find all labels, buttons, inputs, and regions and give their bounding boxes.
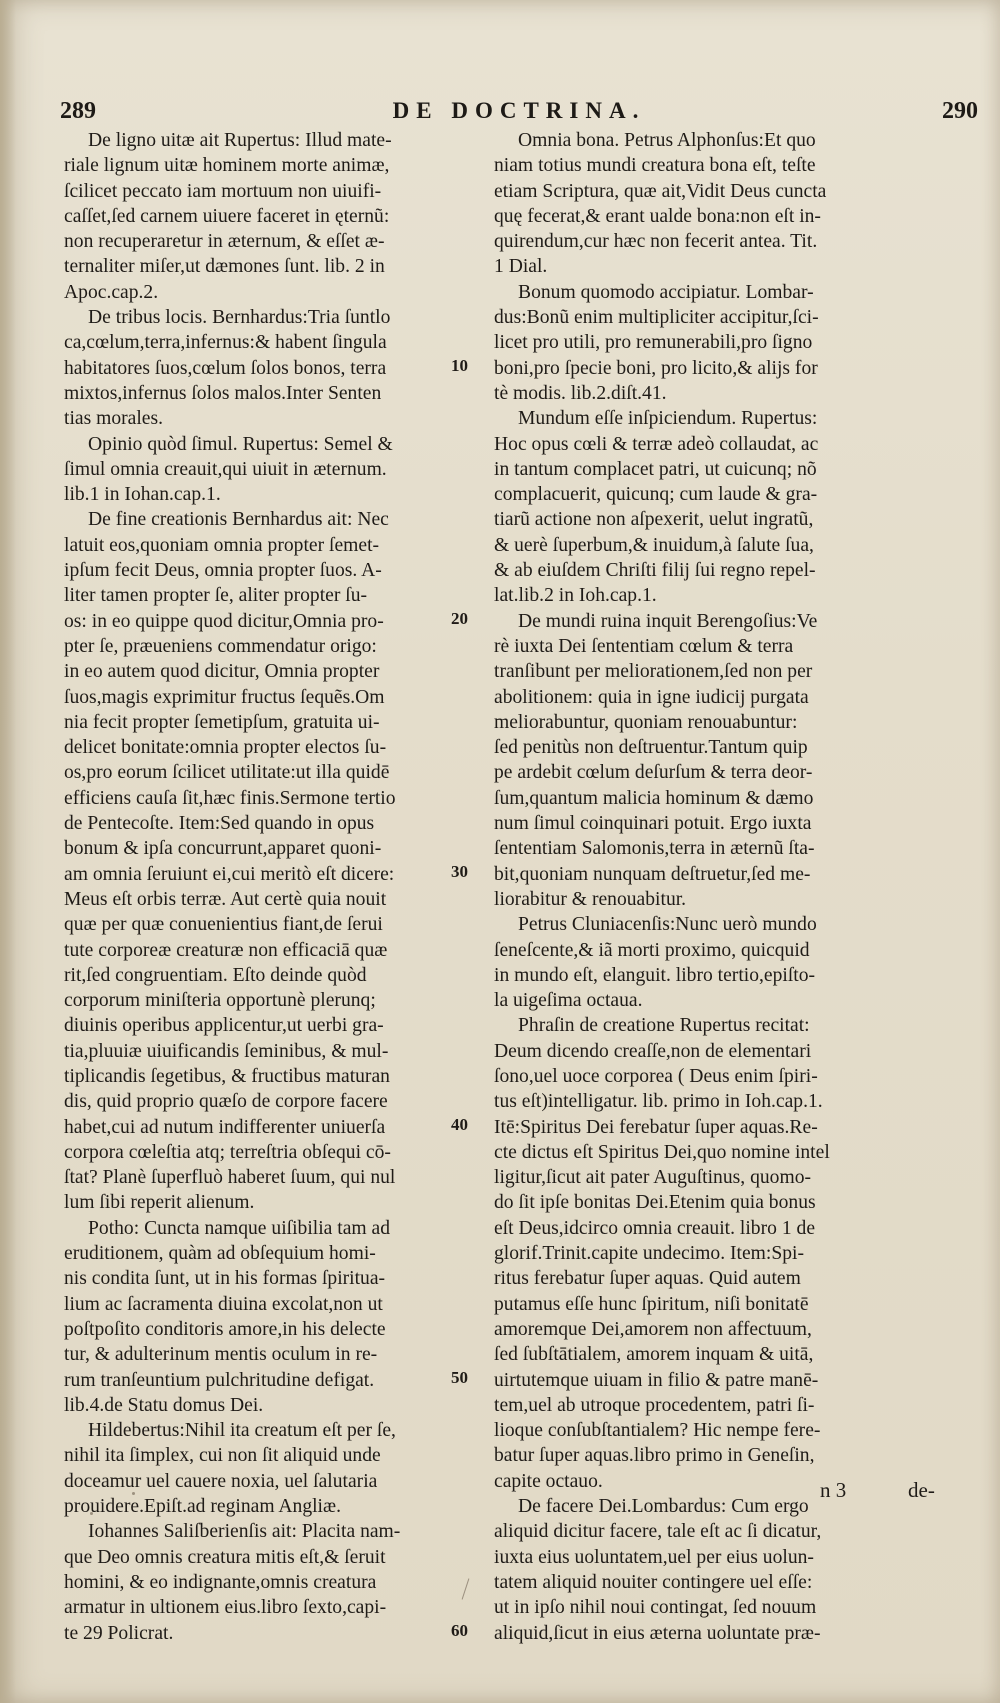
text-line: quæ per quæ conuenientius fiant,de ſerui: [64, 914, 383, 936]
text-line: glorif.Trinit.capite undecimo. Item:Spi-: [494, 1243, 805, 1265]
text-line: dis, quid proprio quæſo de corpore facere: [64, 1091, 388, 1113]
text-line: tranſibunt per meliorationem,ſed non per: [494, 661, 813, 683]
text-line: Bonum quomodo accipiatur. Lombar-: [518, 281, 814, 303]
line-number: 10: [451, 355, 468, 375]
text-line: lium ac ſacramenta diuina excolat,non ut: [64, 1293, 383, 1315]
page-footer: [820, 1478, 980, 1504]
text-line: batur ſuper aquas.libro primo in Geneſin,: [494, 1445, 815, 1467]
text-line: uirtutemque uiuam in filio & patre manē-: [494, 1369, 819, 1391]
line-number: 40: [451, 1114, 468, 1134]
text-line: licet pro utili, pro remunerabili,pro ſigno: [494, 332, 813, 354]
paper-speck: [90, 1512, 93, 1515]
text-line: ſuos,magis exprimitur fructus ſequẽs.Om: [64, 686, 385, 708]
text-line: & ab eiuſdem Chriſti filij ſui regno repel-: [494, 560, 816, 582]
signature-mark: n 3: [820, 1478, 847, 1502]
text-line: delicet bonitate:omnia propter electos ſu-: [64, 737, 387, 759]
text-line: bit,quoniam nunquam deſtruetur,ſed me-: [494, 863, 811, 885]
text-line: ſeneſcente,& iã morti proximo, quicquid: [494, 939, 810, 961]
line-number: 50: [451, 1367, 468, 1387]
running-title: DE DOCTRINA.: [392, 98, 646, 123]
text-line: liter tamen propter ſe, aliter propter ſu-: [64, 585, 368, 607]
text-line: riale lignum uitæ hominem morte animæ,: [64, 155, 390, 177]
text-line: capite octauo.: [494, 1470, 603, 1492]
text-line: Hoc opus cœli & terræ adeò collaudat, ac: [494, 433, 819, 455]
text-line: ligitur,ſicut ait pater Auguſtinus, quomo-: [494, 1167, 812, 1189]
text-line: ſum,quantum malicia hominum & dæmo: [494, 787, 814, 809]
text-line: latuit eos,quoniam omnia propter ſemet-: [64, 534, 380, 556]
text-line: habitatores ſuos,cœlum ſolos bonos, terra: [64, 357, 387, 379]
folio-number-left: 289: [60, 98, 96, 124]
text-line: in mundo eſt, elanguit. libro tertio,epiſto-: [494, 964, 816, 986]
text-line: poſtpoſito conditoris amore,in his delecte: [64, 1318, 386, 1340]
text-line: amoremque Dei,amorem non affectuum,: [494, 1318, 812, 1340]
text-line: meliorabuntur, quoniam renouabuntur:: [494, 711, 798, 733]
text-line: quę fecerat,& erant ualde bona:non eſt in-: [494, 205, 821, 227]
text-line: tias morales.: [64, 408, 164, 430]
text-line: lat.lib.2 in Ioh.cap.1.: [494, 585, 657, 607]
text-line: pter ſe, præueniens commendatur origo:: [64, 635, 377, 657]
text-line: ca,cœlum,terra,infernus:& habent ſingula: [64, 332, 387, 354]
text-line: prouidere.Epiſt.ad reginam Angliæ.: [64, 1496, 341, 1518]
text-line: non recuperaretur in æternum, & eſſet æ-: [64, 231, 385, 253]
text-line: Potho: Cuncta namque uiſibilia tam ad: [88, 1217, 391, 1239]
text-line: 1 Dial.: [494, 256, 548, 278]
text-line: ſimul omnia creauit,qui uiuit in æternum.: [64, 458, 387, 480]
text-line: niam totius mundi creatura bona eſt, teſte: [494, 155, 816, 177]
text-line: pe ardebit cœlum deſurſum & terra deor-: [494, 762, 813, 784]
text-line: nihil ita ſimplex, cui non ſit aliquid unde: [64, 1445, 381, 1467]
text-line: Omnia bona. Petrus Alphonſus:Et quo: [518, 130, 816, 151]
text-line: boni,pro ſpecie boni, pro licito,& alijs for: [494, 357, 818, 379]
paper-speck: [132, 1492, 135, 1495]
text-line: am omnia ſeruiunt ei,cui meritò eſt dicere:: [64, 863, 395, 885]
text-line: mixtos,infernus ſolos malos.Inter Senten: [64, 382, 382, 404]
text-line: tute corporeæ creaturæ non efficaciā quæ: [64, 939, 388, 961]
text-line: Opinio quòd ſimul. Rupertus: Semel &: [88, 433, 393, 455]
text-line: Mundum eſſe inſpiciendum. Rupertus:: [518, 408, 818, 430]
text-line: tè modis. lib.2.diſt.41.: [494, 382, 667, 404]
text-line: tem,uel ab utroque procedentem, patri ſi-: [494, 1394, 815, 1416]
catchword: de-: [908, 1478, 935, 1502]
text-line: ſed ſubſtātialem, amorem inquam & uitā,: [494, 1344, 814, 1366]
text-line: diuinis operibus applicentur,ut uerbi gra-: [64, 1015, 384, 1037]
text-line: caſſet,ſed carnem uiuere faceret in ęternũ:: [64, 205, 390, 227]
text-line: Iohannes Saliſberienſis ait: Placita nam-: [88, 1521, 401, 1543]
text-line: aliquid dicitur facere, tale eſt ac ſi dicatur,: [494, 1521, 822, 1543]
text-line: doceamur uel cauere noxia, uel ſalutaria: [64, 1470, 378, 1492]
text-line: rum tranſeuntium pulchritudine defigat.: [64, 1369, 375, 1391]
text-line: rit,ſed congruentiam. Eſto deinde quòd: [64, 964, 367, 986]
text-line: rè iuxta Dei ſententiam cœlum & terra: [494, 635, 794, 657]
text-line: ſtat? Planè ſuperfluò haberet ſuum, qui nul: [64, 1167, 396, 1189]
text-line: complacuerit, quicunq; cum laude & gra-: [494, 484, 818, 506]
text-line: liorabitur & renouabitur.: [494, 888, 687, 910]
page-header: [60, 98, 978, 124]
text-line: Hildebertus:Nihil ita creatum eſt per ſe,: [88, 1420, 396, 1442]
text-line: tia,pluuiæ uiuificandis ſeminibus, & mul-: [64, 1040, 389, 1062]
text-line: os: in eo quippe quod dicitur,Omnia pro-: [64, 610, 384, 632]
text-line: tur, & adulterinum mentis oculum in re-: [64, 1344, 378, 1366]
page-gutter-shadow: [0, 0, 16, 1703]
text-line: te 29 Policrat.: [64, 1622, 174, 1644]
text-line: num ſimul coinquinari potuit. Ergo iuxta: [494, 813, 812, 835]
text-line: de Pentecoſte. Item:Sed quando in opus: [64, 813, 375, 835]
text-line: ſed penitùs non deſtruentur.Tantum quip: [494, 737, 808, 759]
text-line: os,pro eorum ſcilicet utilitate:ut illa quidē: [64, 762, 390, 784]
text-line: tiarũ actione non aſpexerit, uelut ingratũ,: [494, 509, 814, 531]
line-number: 20: [451, 608, 468, 628]
line-number: 60: [451, 1620, 468, 1640]
text-line: lib.4.de Statu domus Dei.: [64, 1394, 264, 1416]
text-line: ſcilicet peccato iam mortuum non uiuifi-: [64, 180, 382, 202]
text-line: De facere Dei.Lombardus: Cum ergo: [518, 1496, 809, 1518]
text-line: armatur in ultionem eius.libro ſexto,capi-: [64, 1597, 387, 1619]
text-line: De ligno uitæ ait Rupertus: Illud mate-: [88, 130, 392, 151]
text-line: De mundi ruina inquit Berengoſius:Ve: [518, 610, 818, 632]
text-line: Itē:Spiritus Dei ferebatur ſuper aquas.Re-: [494, 1116, 818, 1138]
text-line: aliquid,ſicut in eius æterna uoluntate præ-: [494, 1622, 821, 1644]
text-line: De fine creationis Bernhardus ait: Nec: [88, 509, 389, 531]
text-line: homini, & eo indignante,omnis creatura: [64, 1571, 377, 1593]
text-line: abolitionem: quia in igne iudicij purgata: [494, 686, 809, 708]
text-line: bonum & ipſa concurrunt,apparet quoni-: [64, 838, 382, 860]
text-line: tatem aliquid nouiter contingere uel eſſe:: [494, 1571, 813, 1593]
text-line: dus:Bonũ enim multipliciter accipitur,ſci-: [494, 307, 819, 329]
folio-number-right: 290: [942, 98, 978, 124]
text-line: tus eſt)intelligatur. lib. primo in Ioh.cap.1.: [494, 1091, 823, 1113]
text-line: Meus eſt orbis terræ. Aut certè quia nouit: [64, 888, 387, 910]
text-line: lum ſibi reperit alienum.: [64, 1192, 255, 1214]
text-line: eſt Deus,idcirco omnia creauit. libro 1 de: [494, 1217, 816, 1239]
text-line: iuxta eius uoluntatem,uel per eius uolun-: [494, 1546, 814, 1568]
text-line: ſententiam Salomonis,terra in æternũ ſta-: [494, 838, 815, 860]
text-line: corpora cœleſtia atq; terreſtria obſequi cō-: [64, 1141, 391, 1163]
text-line: lioque conſubſtantialem? Hic nempe fere-: [494, 1420, 821, 1442]
text-line: nia fecit propter ſemetipſum, gratuita ui-: [64, 711, 380, 733]
text-line: ſono,uel uoce corporea ( Deus enim ſpiri-: [494, 1065, 818, 1087]
text-line: in eo autem quod dicitur, Omnia propter: [64, 661, 380, 683]
text-line: cte dictus eſt Spiritus Dei,quo nomine intel: [494, 1141, 830, 1163]
text-line: que Deo omnis creatura mitis eſt,& ſeruit: [64, 1546, 386, 1568]
text-line: Apoc.cap.2.: [64, 281, 159, 303]
text-line: putamus eſſe hunc ſpiritum, niſi bonitatē: [494, 1293, 809, 1315]
text-line: la uigeſima octaua.: [494, 990, 643, 1012]
text-line: Deum dicendo creaſſe,non de elementari: [494, 1040, 812, 1062]
text-line: habet,cui ad nutum indifferenter uniuerſa: [64, 1116, 386, 1138]
text-line: ternaliter miſer,ut dæmones ſunt. lib. 2 in: [64, 256, 385, 278]
text-line: etiam Scriptura, quæ ait,Vidit Deus cuncta: [494, 180, 827, 202]
text-line: efficiens cauſa ſit,hæc finis.Sermone tertio: [64, 787, 396, 809]
text-line: Phraſin de creatione Rupertus recitat:: [518, 1015, 810, 1037]
text-line: tiplicandis ſegetibus, & fructibus maturan: [64, 1065, 390, 1087]
text-line: nis condita ſunt, ut in his formas ſpiritua-: [64, 1268, 386, 1290]
text-line: corporum miniſteria opportunè plerunq;: [64, 990, 376, 1012]
text-line: ipſum fecit Deus, omnia propter ſuos. A-: [64, 560, 382, 582]
text-line: in tantum complacet patri, ut cuicunq; nõ: [494, 458, 817, 480]
text-line: quirendum,cur hæc non fecerit antea. Tit.: [494, 231, 818, 253]
text-line: ritus ferebatur ſuper aquas. Quid autem: [494, 1268, 801, 1290]
text-line: Petrus Cluniacenſis:Nunc uerò mundo: [518, 914, 817, 936]
text-line: eruditionem, quàm ad obſequium homi-: [64, 1243, 376, 1265]
text-line: lib.1 in Iohan.cap.1.: [64, 484, 221, 506]
line-number: 30: [451, 861, 468, 881]
text-line: De tribus locis. Bernhardus:Tria ſuntlo: [88, 307, 391, 329]
text-line: do ſit ipſe bonitas Dei.Etenim quia bonus: [494, 1192, 816, 1214]
text-line: ut in ipſo nihil noui contingat, ſed nouum: [494, 1597, 817, 1619]
text-line: & uerè ſuperbum,& inuidum,à ſalute ſua,: [494, 534, 814, 556]
